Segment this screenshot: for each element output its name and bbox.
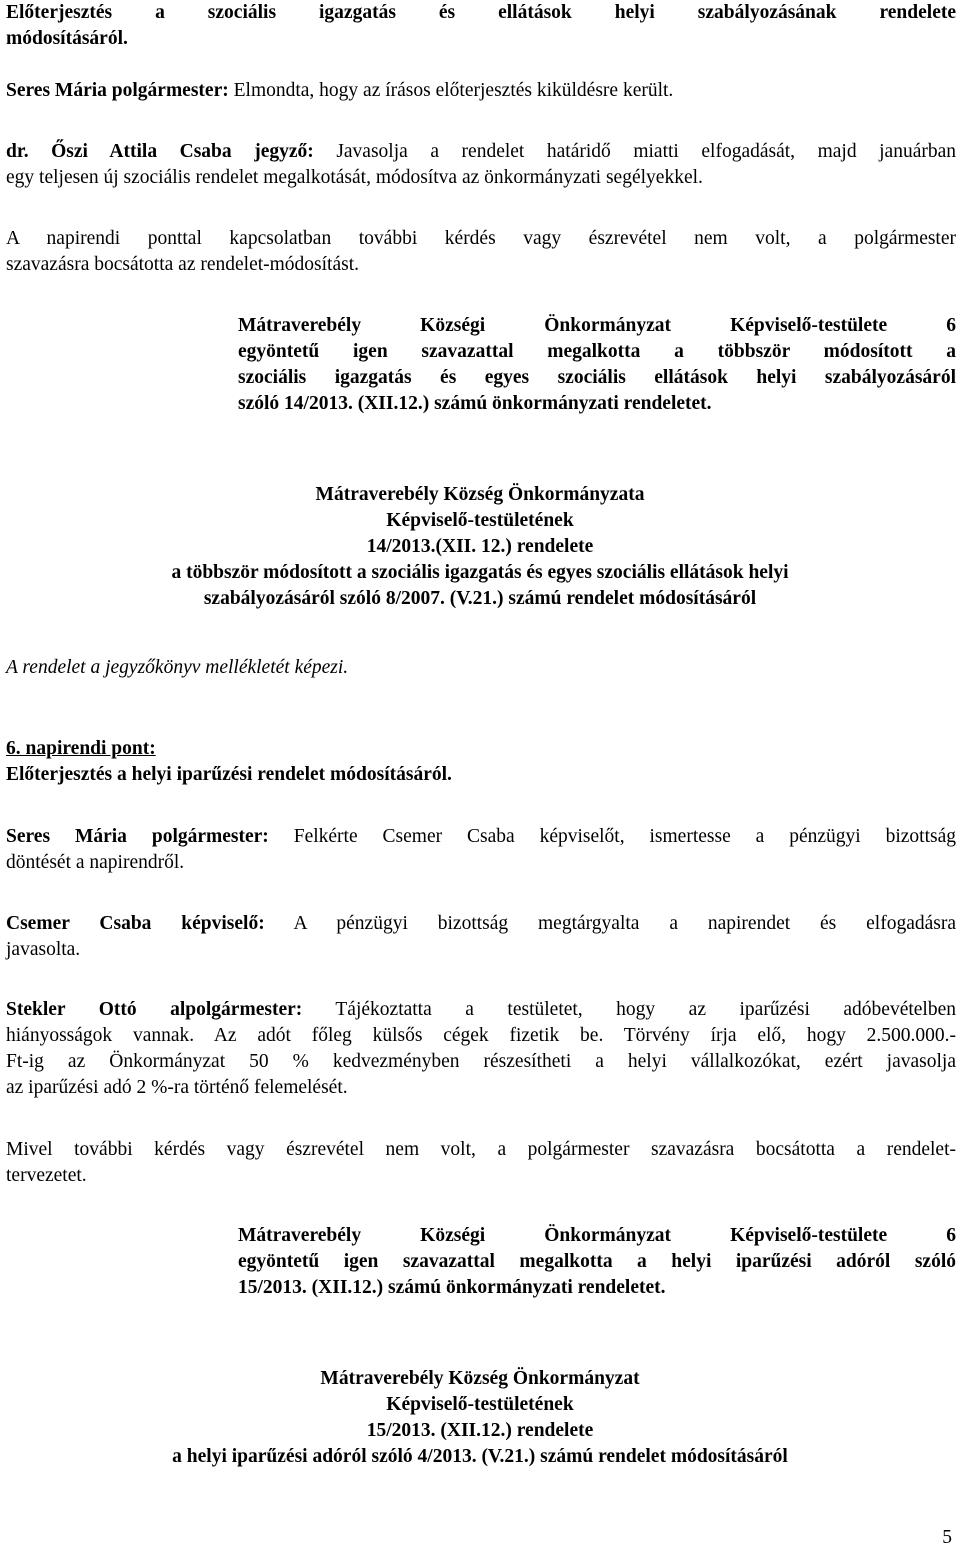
paragraph-line: döntését a napirendről. xyxy=(6,852,185,873)
paragraph-line: egy teljesen új szociális rendelet megalkotását, módosítva az önkormányzati segélyekkel. xyxy=(6,167,703,188)
ordinance-line: szabályozásáról szóló 8/2007. (V.21.) számú rendelet módosításáról xyxy=(203,588,757,609)
annex-note: A rendelet a jegyzőkönyv mellékletét képezi. xyxy=(6,657,349,678)
paragraph-mayor-2 xyxy=(6,824,956,876)
ordinance-heading-2 xyxy=(0,1366,960,1470)
paragraph-mayor-1 xyxy=(6,78,956,104)
paragraph-representative xyxy=(6,911,956,963)
ordinance-line: Képviselő-testületének xyxy=(386,510,574,531)
page-number: 5 xyxy=(942,1527,952,1548)
agenda-title: Előterjesztés a helyi iparűzési rendelet módosításáról. xyxy=(6,764,452,785)
ordinance-line: a többször módosított a szociális igazgatás és egyes szociális ellátások helyi xyxy=(171,562,789,583)
item-title-line1: Előterjesztés a szociális igazgatás és ellátások helyi szabályozásának rendelete xyxy=(6,2,956,23)
paragraph-line: Javasolja a rendelet határidő miatti elfogadását, majd januárban xyxy=(313,141,957,162)
decision-line: szóló 14/2013. (XII.12.) számú önkormányzati rendeletet. xyxy=(238,393,712,414)
speaker-name: Csemer Csaba képviselő: xyxy=(6,913,265,934)
decision-line: Mátraverebély Községi Önkormányzat Képviselő-testülete 6 xyxy=(238,1225,956,1246)
speaker-name: Stekler Ottó alpolgármester: xyxy=(6,999,303,1020)
paragraph-deputy-mayor xyxy=(6,997,956,1101)
decision-line: egyöntetű igen szavazattal megalkotta a többször módosított a xyxy=(238,341,956,362)
paragraph-line: javasolta. xyxy=(6,939,81,960)
decision-block-1 xyxy=(238,313,956,417)
decision-block-2 xyxy=(238,1223,956,1301)
paragraph-vote-call-2 xyxy=(6,1137,956,1189)
ordinance-line: 15/2013. (XII.12.) rendelete xyxy=(366,1420,594,1441)
speaker-name: Seres Mária polgármester: xyxy=(6,80,229,101)
decision-line: 15/2013. (XII.12.) számú önkormányzati rendeletet. xyxy=(238,1277,666,1298)
speaker-name: Seres Mária polgármester: xyxy=(6,826,269,847)
ordinance-line: Mátraverebély Község Önkormányzata xyxy=(315,484,645,505)
paragraph-line: Mivel további kérdés vagy észrevétel nem volt, a polgármester szavazásra bocsátotta a rendelet- xyxy=(6,1139,956,1160)
decision-line: Mátraverebély Községi Önkormányzat Képviselő-testülete 6 xyxy=(238,315,956,336)
ordinance-line: Mátraverebély Község Önkormányzat xyxy=(320,1368,640,1389)
paragraph-line: hiányosságok vannak. Az adót főleg külsős cégek fizetik be. Törvény írja elő, hogy 2.500.000.- xyxy=(6,1025,956,1046)
decision-line: szociális igazgatás és egyes szociális ellátások helyi szabályozásáról xyxy=(238,367,956,388)
paragraph-line: A pénzügyi bizottság megtárgyalta a napirendet és elfogadásra xyxy=(264,913,956,934)
paragraph-line: tervezetet. xyxy=(6,1165,87,1186)
paragraph-line: szavazásra bocsátotta az rendelet-módosítást. xyxy=(6,254,360,275)
ordinance-line: a helyi iparűzési adóról szóló 4/2013. (V.21.) számú rendelet módosításáról xyxy=(172,1446,788,1467)
agenda-label: 6. napirendi pont: xyxy=(6,738,156,759)
item-title-line2: módosításáról. xyxy=(6,28,128,49)
paragraph-line: Ft-ig az Önkormányzat 50 % kedvezményben részesítheti a helyi vállalkozókat, ezért javasolja xyxy=(6,1051,956,1072)
speaker-name: dr. Őszi Attila Csaba jegyző: xyxy=(6,141,314,162)
ordinance-heading-1 xyxy=(0,482,960,612)
paragraph-notary xyxy=(6,139,956,191)
paragraph-vote-call-1 xyxy=(6,226,956,278)
paragraph-line: Tájékoztatta a testületet, hogy az iparűzési adóbevételben xyxy=(302,999,956,1020)
item-title xyxy=(6,0,956,52)
ordinance-line: 14/2013.(XII. 12.) rendelete xyxy=(366,536,594,557)
agenda-item-6 xyxy=(6,736,956,788)
paragraph-line: A napirendi ponttal kapcsolatban további kérdés vagy észrevétel nem volt, a polgármester xyxy=(6,228,956,249)
paragraph-text: Elmondta, hogy az írásos előterjesztés kiküldésre került. xyxy=(228,80,674,101)
ordinance-line: Képviselő-testületének xyxy=(386,1394,574,1415)
decision-line: egyöntetű igen szavazattal megalkotta a helyi iparűzési adóról szóló xyxy=(238,1251,956,1272)
paragraph-line: Felkérte Csemer Csaba képviselőt, ismertesse a pénzügyi bizottság xyxy=(268,826,956,847)
paragraph-line: az iparűzési adó 2 %-ra történő felemelését. xyxy=(6,1077,348,1098)
